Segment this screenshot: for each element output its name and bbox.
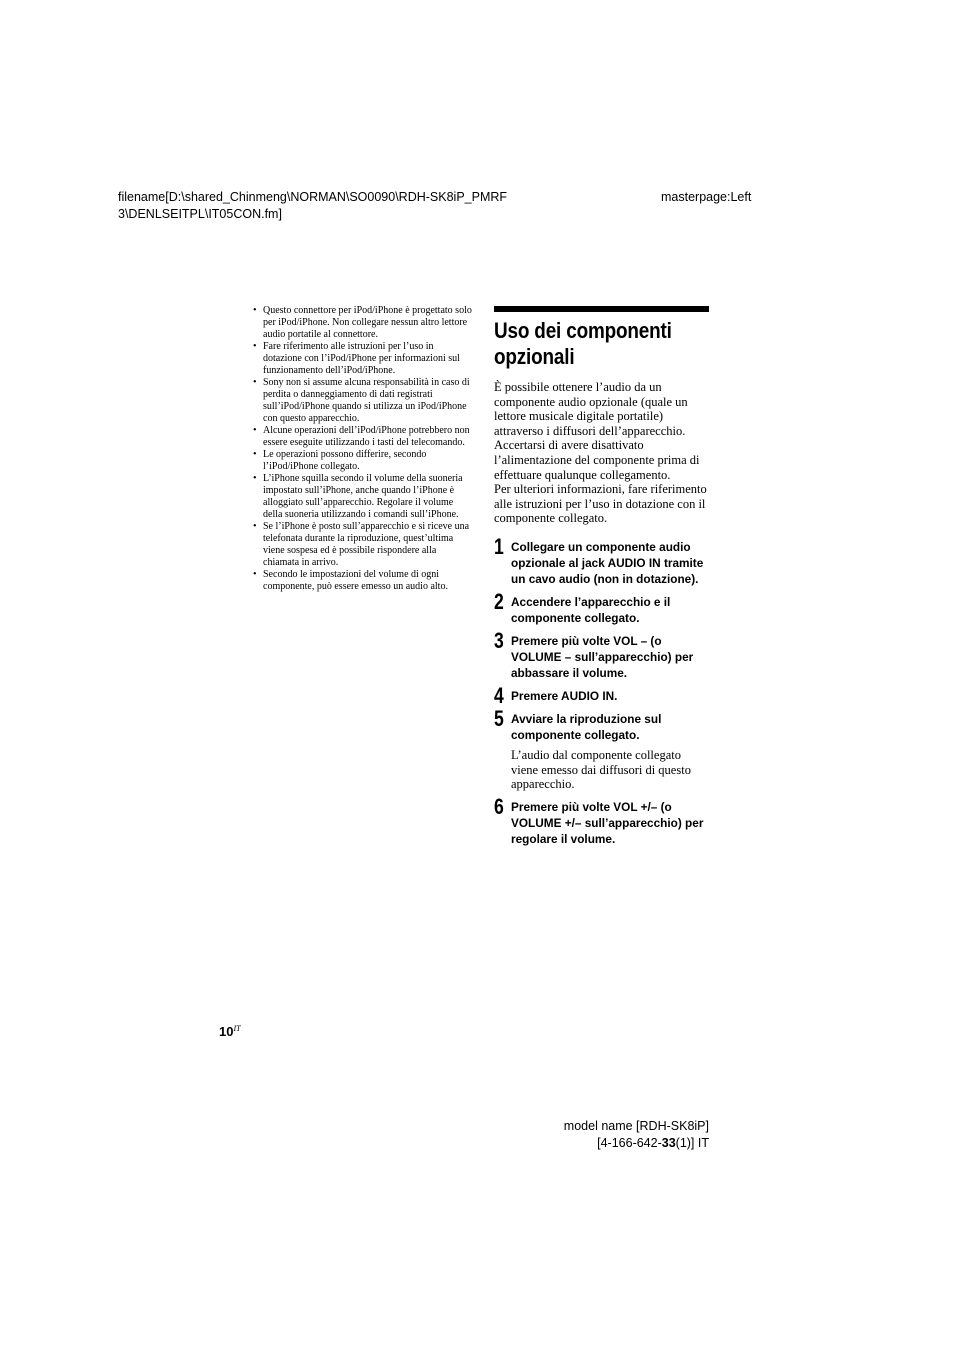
notes-list (253, 305, 473, 593)
step-3 (494, 627, 709, 681)
header-masterpage: masterpage:Left (661, 190, 752, 204)
step-1 (494, 533, 709, 587)
section-rule (494, 306, 709, 312)
step-number: 4 (494, 682, 504, 708)
list-item: • L’iPhone squilla secondo il volume della suoneria impostato sull’iPhone, anche quando l’iPhone è alloggiato sull’apparecchio. Regolare il volume della suoneria utilizzando i comandi sull’iPhone. (253, 473, 463, 520)
list-item: • Alcune operazioni dell’iPod/iPhone potrebbero non essere eseguite utilizzando i tasti del telecomando. (253, 425, 470, 448)
list-item: • Fare riferimento alle istruzioni per l’uso in dotazione con l’iPod/iPhone per informazioni sul funzionamento dell’iPod/iPhone. (253, 341, 460, 376)
steps-list (494, 533, 709, 847)
bullet-icon: • (253, 425, 257, 436)
intro-paragraph-2: Per ulteriori informazioni, fare riferimento alle istruzioni per l’uso in dotazione con il componente collegato. (494, 482, 707, 526)
bullet-icon: • (253, 569, 257, 580)
page-number (219, 1024, 241, 1039)
footer-code: [4-166-642-33(1)] IT (597, 1136, 709, 1150)
step-4 (494, 682, 709, 708)
section-title-line-2: opzionali (494, 344, 575, 369)
header-filename (118, 189, 507, 223)
section-title (494, 318, 709, 370)
page-number-language: IT (233, 1024, 241, 1033)
step-note: L’audio dal componente collegato viene emesso dai diffusori di questo apparecchio. (511, 747, 691, 792)
step-number: 3 (494, 627, 504, 653)
step-2 (494, 588, 709, 626)
step-6 (494, 793, 709, 847)
section-title-line-1: Uso dei componenti (494, 318, 672, 343)
step-number: 6 (494, 793, 504, 819)
step-text: Premere AUDIO IN. (511, 688, 618, 703)
filename-line-1: filename[D:\shared_Chinmeng\NORMAN\SO0090\RDH-SK8iP_PMRF (118, 190, 508, 204)
step-text: Avviare la riproduzione sul componente collegato. (511, 711, 662, 742)
page-number-value: 10 (219, 1024, 234, 1039)
list-item: • Secondo le impostazioni del volume di ogni componente, può essere emesso un audio alto. (253, 569, 448, 592)
step-text: Premere più volte VOL – (o VOLUME – sull’apparecchio) per abbassare il volume. (511, 633, 694, 680)
step-number: 2 (494, 588, 504, 614)
footer-model-name: model name [RDH-SK8iP] (563, 1119, 709, 1133)
bullet-icon: • (253, 521, 257, 532)
step-text: Accendere l’apparecchio e il componente collegato. (511, 594, 671, 625)
list-item: • Questo connettore per iPod/iPhone è progettato solo per iPod/iPhone. Non collegare nessun altro lettore audio portatile al connettore. (253, 305, 472, 340)
filename-line-2: 3\DENLSEITPL\IT05CON.fm] (118, 207, 282, 221)
section-optional-components (494, 306, 709, 854)
bullet-icon: • (253, 473, 257, 484)
notes-column (253, 305, 473, 593)
step-text: Premere più volte VOL +/– (o VOLUME +/– sull’apparecchio) per regolare il volume. (511, 799, 704, 846)
step-number: 5 (494, 705, 504, 731)
footer-code-bold: 33 (661, 1136, 676, 1150)
bullet-icon: • (253, 341, 257, 352)
list-item: • Le operazioni possono differire, secondo l’iPod/iPhone collegato. (253, 449, 427, 472)
intro-paragraph-1: È possibile ottenere l’audio da un componente audio opzionale (quale un lettore musicale digitale portatile) attraverso i diffusori dell’apparecchio. Accertarsi di avere disattivato l’alimentazione del componente prima di effettuare qualunque collegamento. (494, 380, 700, 482)
bullet-icon: • (253, 377, 257, 388)
bullet-icon: • (253, 305, 257, 316)
step-text: Collegare un componente audio opzionale al jack AUDIO IN tramite un cavo audio (non in dotazione). (511, 539, 704, 586)
step-5 (494, 705, 709, 792)
bullet-icon: • (253, 449, 257, 460)
step-number: 1 (494, 533, 504, 559)
footer-model-info (564, 1118, 709, 1152)
list-item: • Se l’iPhone è posto sull’apparecchio e si riceve una telefonata durante la riproduzione, quest’ultima viene sospesa ed è possibile rispondere alla chiamata in arrivo. (253, 521, 470, 568)
list-item: • Sony non si assume alcuna responsabilità in caso di perdita o danneggiamento di dati registrati sull’iPod/iPhone quando si utilizza un iPod/iPhone con questo apparecchio. (253, 377, 470, 424)
